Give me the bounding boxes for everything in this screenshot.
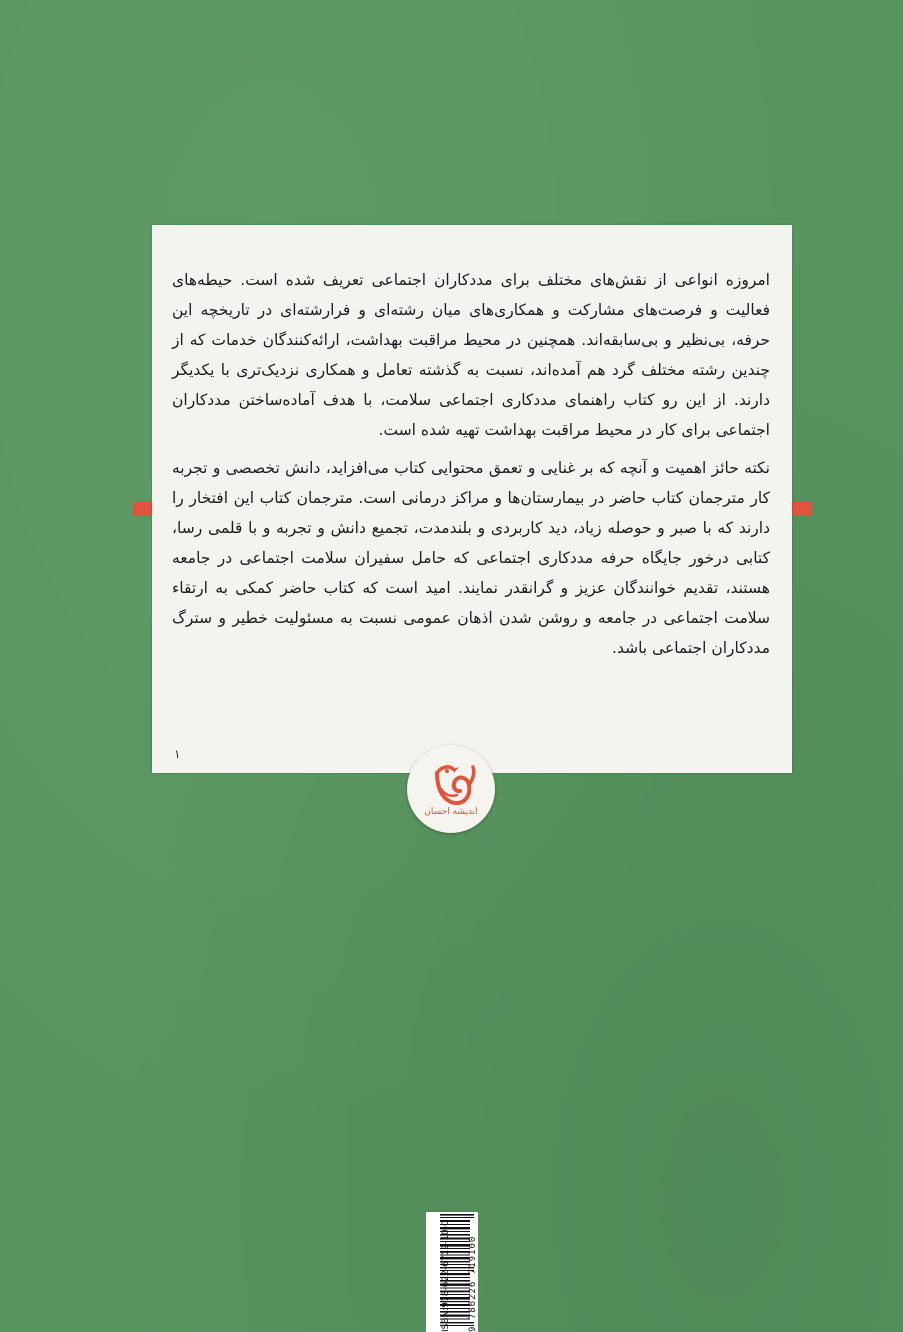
blurb-text: [172, 265, 770, 663]
page-mark: ۱: [174, 747, 181, 761]
publisher-name: اندیشه احسان: [424, 807, 478, 817]
ean-digits: 9 786226 719100: [468, 1235, 478, 1332]
blurb-paragraph-1: امروزه انواعی از نقش‌های مختلف برای مددکاران اجتماعی تعریف شده است. حیطه‌های فعالیت و فرصت‌های مشارکت و همکاری‌های میان رشته‌ای و فرارشته‌ای در تاریخچه این حرفه، بی‌نظیر و بی‌سابقه‌اند. همچنین در محیط مراقبت بهداشت، ارائه‌کنندگان خدمات که از چندین رشته مختلف گرد هم آمده‌اند، نسبت به گذشته تعامل و همکاری نزدیک‌تری با یکدیگر دارند. از این رو کتاب راهنمای مددکاری اجتماعی سلامت، با هدف آماده‌ساختن مددکاران اجتماعی برای کار در محیط مراقبت بهداشت تهیه شده است.: [172, 271, 770, 439]
publisher-logo: [407, 745, 495, 833]
bird-icon: [407, 745, 495, 833]
text-panel: [152, 225, 792, 773]
blurb-paragraph-2: نکته حائز اهمیت و آنچه که بر غنایی و تعمق محتوایی کتاب می‌افزاید، دانش تخصصی و تجربه کار مترجمان کتاب حاضر در بیمارستان‌ها و مراکز درمانی است. مترجمان کتاب این افتخار را دارند که با صبر و حوصله زیاد، دید کاربردی و بلندمدت، تجمیع دانش و تجربه و با قلمی رسا، کتابی درخور جایگاه حرفه مددکاری اجتماعی که حامل سفیران سلامت اجتماعی در جامعه هستند، تقدیم خوانندگان عزیز و گرانقدر نمایند. امید است که کتاب حاضر کمکی به ارتقاء سلامت اجتماعی در جامعه و روشن شدن اذهان عمومی نسبت به مسئولیت خطیر و سترگ مددکاران اجتماعی باشد.: [172, 459, 770, 657]
isbn-label: ISBN:978-622-6719-10-0: [441, 1220, 451, 1332]
